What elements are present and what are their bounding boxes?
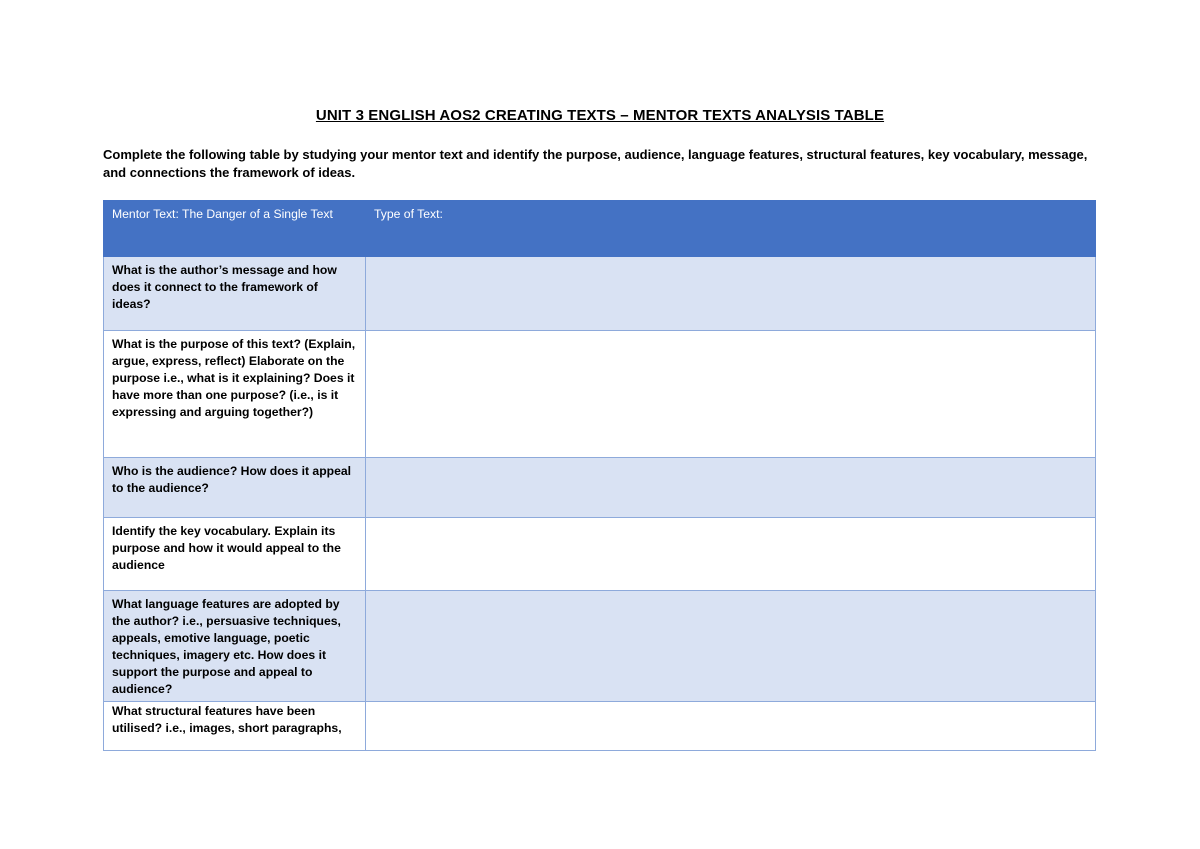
table-row: [104, 702, 1096, 751]
answer-cell[interactable]: [366, 458, 1096, 518]
answer-cell[interactable]: [366, 591, 1096, 702]
table-row: [104, 458, 1096, 518]
answer-cell[interactable]: [366, 331, 1096, 458]
table-row: [104, 591, 1096, 702]
page-title: UNIT 3 ENGLISH AOS2 CREATING TEXTS – MENTOR TEXTS ANALYSIS TABLE: [315, 107, 885, 124]
question-cell: What language features are adopted by the author? i.e., persuasive techniques, appeals, emotive language, poetic techniques, imagery etc. How does it support the purpose and appeal to audience?: [104, 591, 366, 702]
analysis-table: [103, 200, 1096, 751]
question-cell: What structural features have been utilised? i.e., images, short paragraphs,: [104, 702, 366, 751]
header-type-cell: [366, 201, 1096, 257]
answer-cell[interactable]: [366, 257, 1096, 331]
answer-cell[interactable]: [366, 702, 1096, 751]
table-header-row: [104, 201, 1096, 257]
header-mentor-text-cell: [104, 201, 366, 257]
question-cell: Who is the audience? How does it appeal to the audience?: [104, 458, 366, 518]
answer-cell[interactable]: [366, 518, 1096, 591]
instructions-text: Complete the following table by studying your mentor text and identify the purpose, audience, language features, structural features, key vocabulary, message, and connections the framework of ideas.: [103, 147, 1088, 180]
question-cell: What is the author’s message and how does it connect to the framework of ideas?: [104, 257, 366, 331]
header-mentor-text: Mentor Text: The Danger of a Single Text: [112, 207, 333, 221]
table-row: [104, 331, 1096, 458]
question-cell: Identify the key vocabulary. Explain its purpose and how it would appeal to the audience: [104, 518, 366, 591]
table-row: [104, 257, 1096, 331]
header-type-of-text: Type of Text:: [374, 207, 443, 221]
question-cell: What is the purpose of this text? (Explain, argue, express, reflect) Elaborate on the purpose i.e., what is it explaining? Does it have more than one purpose? (i.e., is it expressing and arguing together?): [104, 331, 366, 458]
table-row: [104, 518, 1096, 591]
